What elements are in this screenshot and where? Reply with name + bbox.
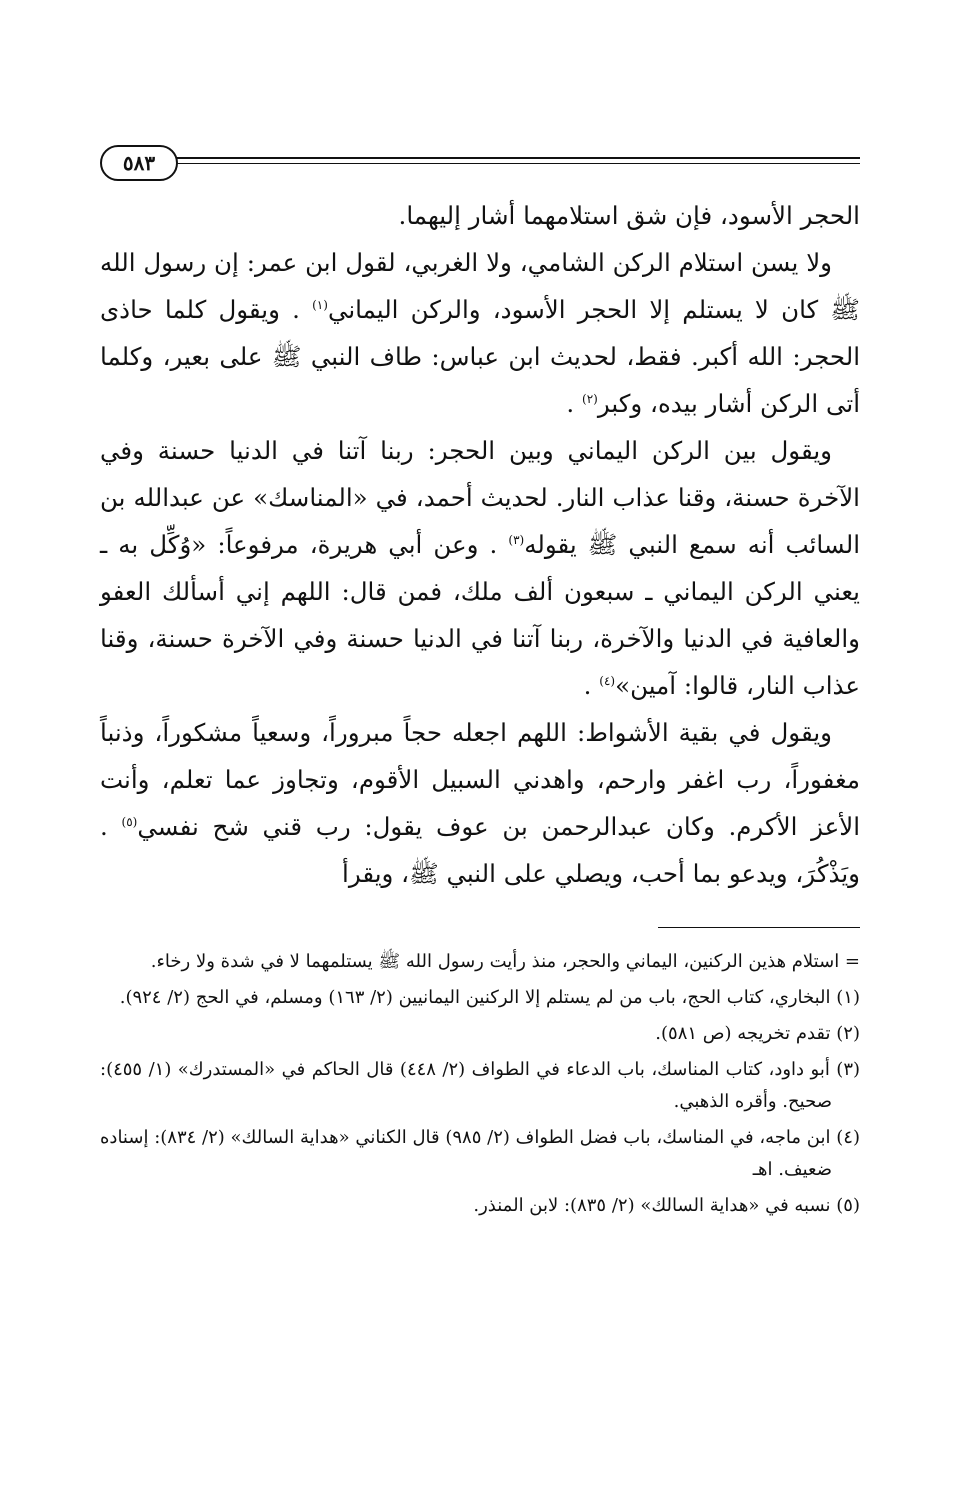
footnote-separator (658, 927, 860, 928)
paragraph-2: ولا يسن استلام الركن الشامي، ولا الغربي، لقول ابن عمر: إن رسول الله ﷺ كان لا يستلم إلا الحجر الأسود، والركن اليماني$^{(١)}$ . ويقول كلما حاذى الحجر: الله أكبر. فقط، لحديث ابن عباس: طاف النبي ﷺ على بعير، وكلما أتى الركن أشار بيده، وكبر$^{(٢)}$ . (100, 248, 860, 418)
footnote-3: (٣) أبو داود، كتاب المناسك، باب الدعاء في الطواف (٢/ ٤٤٨) قال الحاكم في «المستدرك» (١/ ٤٥٥): صحيح. وأقره الذهبي. (100, 1059, 861, 1112)
footnote-1: (١) البخاري، كتاب الحج، باب من لم يستلم إلا الركنين اليمانيين (٢/ ١٦٣) ومسلم، في الحج (٢/ ٩٢٤). (119, 987, 860, 1008)
page-number: ٥٨٣ (100, 145, 178, 181)
footnote-5: (٥) نسبه في «هداية السالك» (٢/ ٨٣٥): لابن المنذر. (473, 1195, 860, 1216)
main-text (100, 192, 860, 897)
footnote-2: (٢) تقدم تخريجه (ص ٥٨١). (655, 1023, 860, 1044)
footnote-4: (٤) ابن ماجه، في المناسك، باب فضل الطواف (٢/ ٩٨٥) قال الكناني «هداية السالك» (٢/ ٨٣٤): إسناده ضعيف. اهـ (100, 1127, 860, 1180)
paragraph-1: الحجر الأسود، فإن شق استلامهما أشار إليهما. (398, 201, 860, 230)
footnote-ref-2[interactable]: (٢) (582, 391, 598, 406)
header-rule-thin (170, 163, 860, 164)
footnote-ref-3[interactable]: (٣) (508, 532, 525, 547)
footnote-ref-5[interactable]: (٥) (121, 814, 138, 829)
paragraph-3: ويقول بين الركن اليماني وبين الحجر: ربنا آتنا في الدنيا حسنة وفي الآخرة حسنة، وقنا عذاب النار. لحديث أحمد، في «المناسك» عن عبدالله بن السائب أنه سمع النبي ﷺ يقوله$^{(٣)}$ . وعن أبي هريرة، مرفوعاً: «وُكِّل به ـ يعني الركن اليماني ـ سبعون ألف ملك، فمن قال: اللهم إني أسألك العفو والعافية في الدنيا والآخرة، ربنا آتنا في الدنيا حسنة وفي الآخرة حسنة، وقنا عذاب النار، قالوا: آمين»$^{(٤)}$ . (100, 436, 860, 700)
page-header (100, 145, 860, 185)
header-rule (170, 157, 860, 159)
footnotes (100, 946, 860, 1226)
paragraph-4: ويقول في بقية الأشواط: اللهم اجعله حجاً مبروراً، وسعياً مشكوراً، وذنباً مغفوراً، رب اغفر وارحم، واهدني السبيل الأقوم، وتجاوز عما تعلم، وأنت الأعز الأكرم. وكان عبدالرحمن بن عوف يقول: رب قني شح نفسي$^{(٥)}$ . ويَذْكُرَ، ويدعو بما أحب، ويصلي على النبي ﷺ، ويقرأ (100, 718, 860, 888)
footnote-ref-4[interactable]: (٤) (599, 673, 616, 688)
footnote-ref-1[interactable]: (١) (312, 297, 328, 312)
footnote-continuation: = استلام هذين الركنين، اليماني والحجر، منذ رأيت رسول الله ﷺ يستلمهما لا في شدة ولا رخاء. (150, 951, 860, 972)
